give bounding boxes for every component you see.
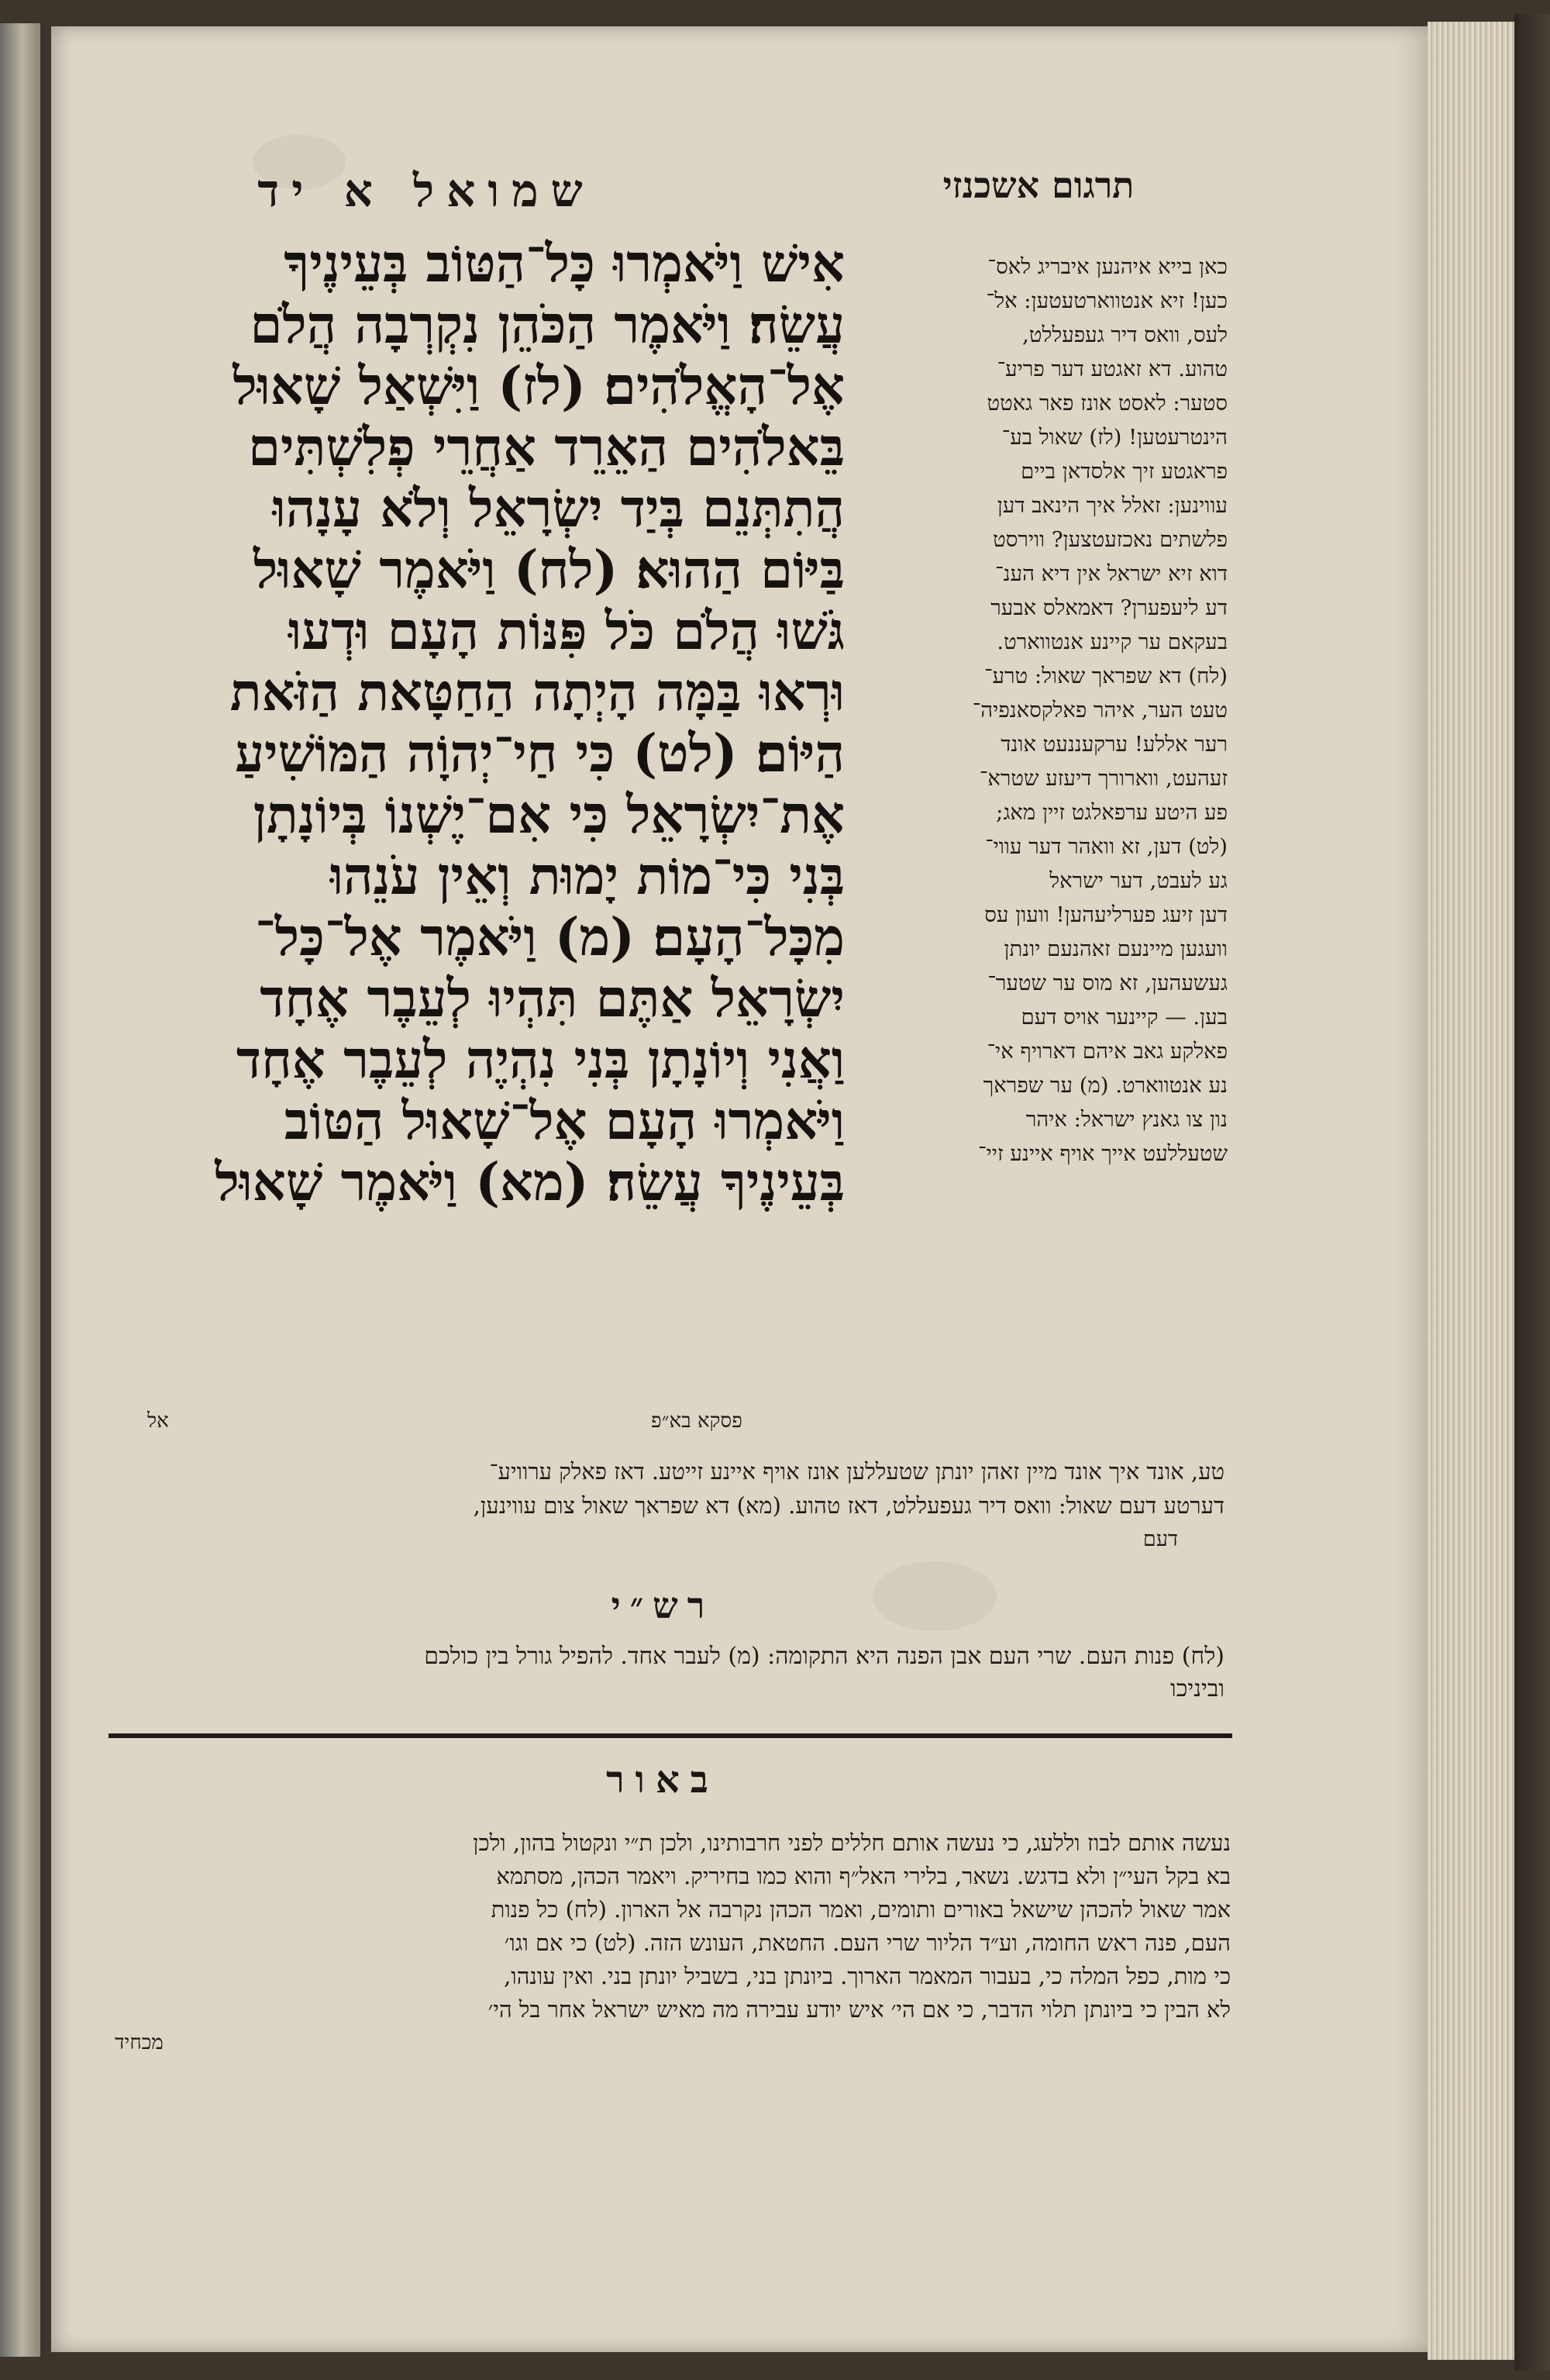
biur-heading: באור [606,1758,719,1802]
targum-continuation [101,1454,1224,1557]
targum-line: נון צו גאנץ ישראל: איהר [1025,1107,1228,1132]
verse-line: בַּיּוֹם הַהוּא׃ (לח) וַיֹּאמֶר שָׁאוּל [253,539,845,600]
targum-line: נע אנטווארט. (מ) ער שפראך [983,1073,1228,1098]
verse-line: הַיּוֹם׃ (לט) כִּי חַי־יְהוָֹה הַמּוֹשִׁיעַ [235,723,845,784]
rashi-commentary [101,1640,1224,1706]
verse-line: בְּנִי כִּי־מוֹת יָמוּת וְאֵין עֹנֵהוּ [329,845,845,906]
targum-line: הינטרעטען! (לז) שאול בע־ [1001,425,1228,450]
main-catchword: אל [147,1409,169,1433]
targum-line: פאלקע גאב איהם דארויף אי־ [987,1039,1228,1064]
targum-header: תרגום אשכנזי [942,164,1135,206]
biur-line: אמר שאול להכהן שישאל באורים ותומים, ואמר הכהן נקרבה אל הארון. (לח) כל פנות [491,1896,1231,1923]
targum-line: עווינען: זאלל איך הינאב דען [997,493,1228,518]
book-cover-edge [1514,14,1550,2371]
verse-line: וַיֹּאמְרוּ הָעָם אֶל־שָׁאוּל הַטּוֹב [284,1090,845,1151]
targum-text [849,250,1228,1171]
verse-line: וַאֲנִי וְיוֹנָתָן בְּנִי נִהְיֶה לְעֵבֶר אֶחָד [236,1029,845,1090]
running-header: שמואל א יד [257,164,595,217]
targum-line: בעקאם ער קיינע אנטווארט. [997,629,1228,654]
verse-line: אֶל־הָאֱלֹהִים׃ (לז) וַיִּשְׁאַל שָׁאוּל [232,355,845,416]
verse-line: הֲתִתְּנֵם בְּיַד יִשְׂרָאֵל וְלֹא עָנָהוּ [272,478,845,539]
verse-line: בֵּאלֹהִים הַאֵרֵד אַחֲרֵי פְלִשְׁתִּים [248,416,845,478]
targum-line: וועגען מיינעם זאהנעם יונתן [1004,936,1228,961]
verse-line: בְּעֵינֶיךָ עֲשֵׂה׃ (מא) וַיֹּאמֶר שָׁאוּל [215,1151,845,1212]
rashi-line: (לח) פנות העם. שרי העם אבן הפנה היא התקומה: (מ) לעבר אחד. להפיל גורל בין כולכם [424,1643,1224,1670]
verse-line: יִשְׂרָאֵל אַתֶּם תִּהְיוּ לְעֵבֶר אֶחָד [260,968,845,1029]
targum-line: דערטע דעם שאול: וואס דיר געפעללט, דאז טהוע. (מא) דא שפראך שאול צום עווינען, [473,1492,1224,1519]
targum-line: (לט) דען, זא וואהר דער עווי־ [985,834,1228,859]
biur-line: העם, פנה ראש החומה, וע״ד הליור שרי העם. החטאת, העונש הזה. (לט) כי אם וגו׳ [504,1930,1231,1956]
targum-line: פלשתים נאכזעטצען? ווירסט [993,527,1228,552]
targum-line: פראגטע זיך אלסדאן ביים [1021,459,1228,484]
biur-line: נעשה אותם לבוז וללעג, כי נעשה אותם חללים לפני חרבותינו, ולכן ת״י ונקטול בהון, ולכן [473,1830,1231,1856]
targum-line: זעהעט, ווארורך דיעזע שטרא־ [979,766,1228,791]
page-stack-edge [1428,22,1514,2360]
biur-line: כי מות, כפל המלה כי, בעבור המאמר הארוך. ביונתן בני, בשביל יונתן בני. ואין עונהו, [504,1963,1231,1989]
biur-commentary [115,1826,1231,2060]
section-divider [108,1733,1232,1738]
targum-line: כען! זיא אנטווארטעטען: אל־ [986,288,1228,313]
targum-line: געשעהען, זא מוס ער שטער־ [987,971,1228,995]
rashi-heading: רש״י [611,1585,715,1626]
targum-line: דוא זיא ישראל אין דיא הענ־ [995,561,1228,586]
rashi-line: וביניכו [1170,1675,1224,1702]
previous-page-edge [0,23,40,2357]
targum-line: טהוע. דא זאגטע דער פריע־ [997,357,1228,381]
verse-line: גֹּשׁוּ הֲלֹם כֹּל פִּנּוֹת הָעָם וּדְעוּ [288,600,845,661]
main-hebrew-text [101,233,845,1212]
targum-line: דען זיעג פערליעהען! וועון עס [984,902,1228,927]
verse-line: וּרְאוּ בַּמָּה הָיְתָה הַחַטָּאת הַזֹּאת [229,661,845,723]
biur-line: לא הבין כי ביונתן תלוי הדבר, כי אם הי׳ איש יודע עבירה מה מאיש ישראל אחר בל הי׳ [487,1996,1231,2023]
targum-line: פע היטע ערפאלגט זיין מאג; [996,800,1228,825]
masoretic-note: פסקא בא״פ [651,1409,742,1433]
verse-line: אֶת־יִשְׂרָאֵל כִּי אִם־יֶשְׁנוֹ בְּיוֹנָתָן [253,784,845,845]
targum-line: שטעללעט אייך אויף איינע זיי־ [978,1141,1228,1166]
targum-catchword: דעם [1142,1527,1178,1551]
verse-line: אִישׁ וַיֹּאמְרוּ כָּל־הַטּוֹב בְּעֵינֶיךָ [284,233,845,294]
verse-line: עֲשֵׂה׃ וַיֹּאמֶר הַכֹּהֵן נִקְרְבָה הֲלֹם [250,294,845,355]
targum-line: סטער: לאסט אונז פאר גאטט [987,391,1228,416]
targum-line: (לח) דא שפראך שאול: טרע־ [983,664,1228,688]
targum-line: טעט הער, איהר פאלקסאנפיה־ [972,698,1228,723]
biur-line: בא בקל העי״ן ולא בדגש. נשאר, בלירי האל״ף והוא כמו בחיריק. ויאמר הכהן, מסתמא [496,1863,1231,1889]
targum-line: רער אללע! ערקעננעט אונד [1001,732,1228,757]
targum-line: כאן בייא איהנען איבריג לאס־ [987,254,1228,279]
targum-line: לעס, וואס דיר געפעללט, [1022,323,1228,347]
targum-line: גע לעבט, דער ישראל [1049,868,1228,893]
biur-catchword: מכחיד [115,2031,164,2054]
verse-line: מִכָּל־הָעָם׃ (מ) וַיֹּאמֶר אֶל־כָּל־ [255,906,845,968]
targum-line: בען. — קיינער אויס דעם [1021,1005,1228,1030]
targum-line: טע, אונד איך אונד מיין זאהן יונתן שטעללען אונז אויף איינע זייטע. דאז פאלק ערוויע־ [489,1458,1224,1485]
targum-line: דע ליעפערן? דאמאלס אבער [990,595,1228,620]
